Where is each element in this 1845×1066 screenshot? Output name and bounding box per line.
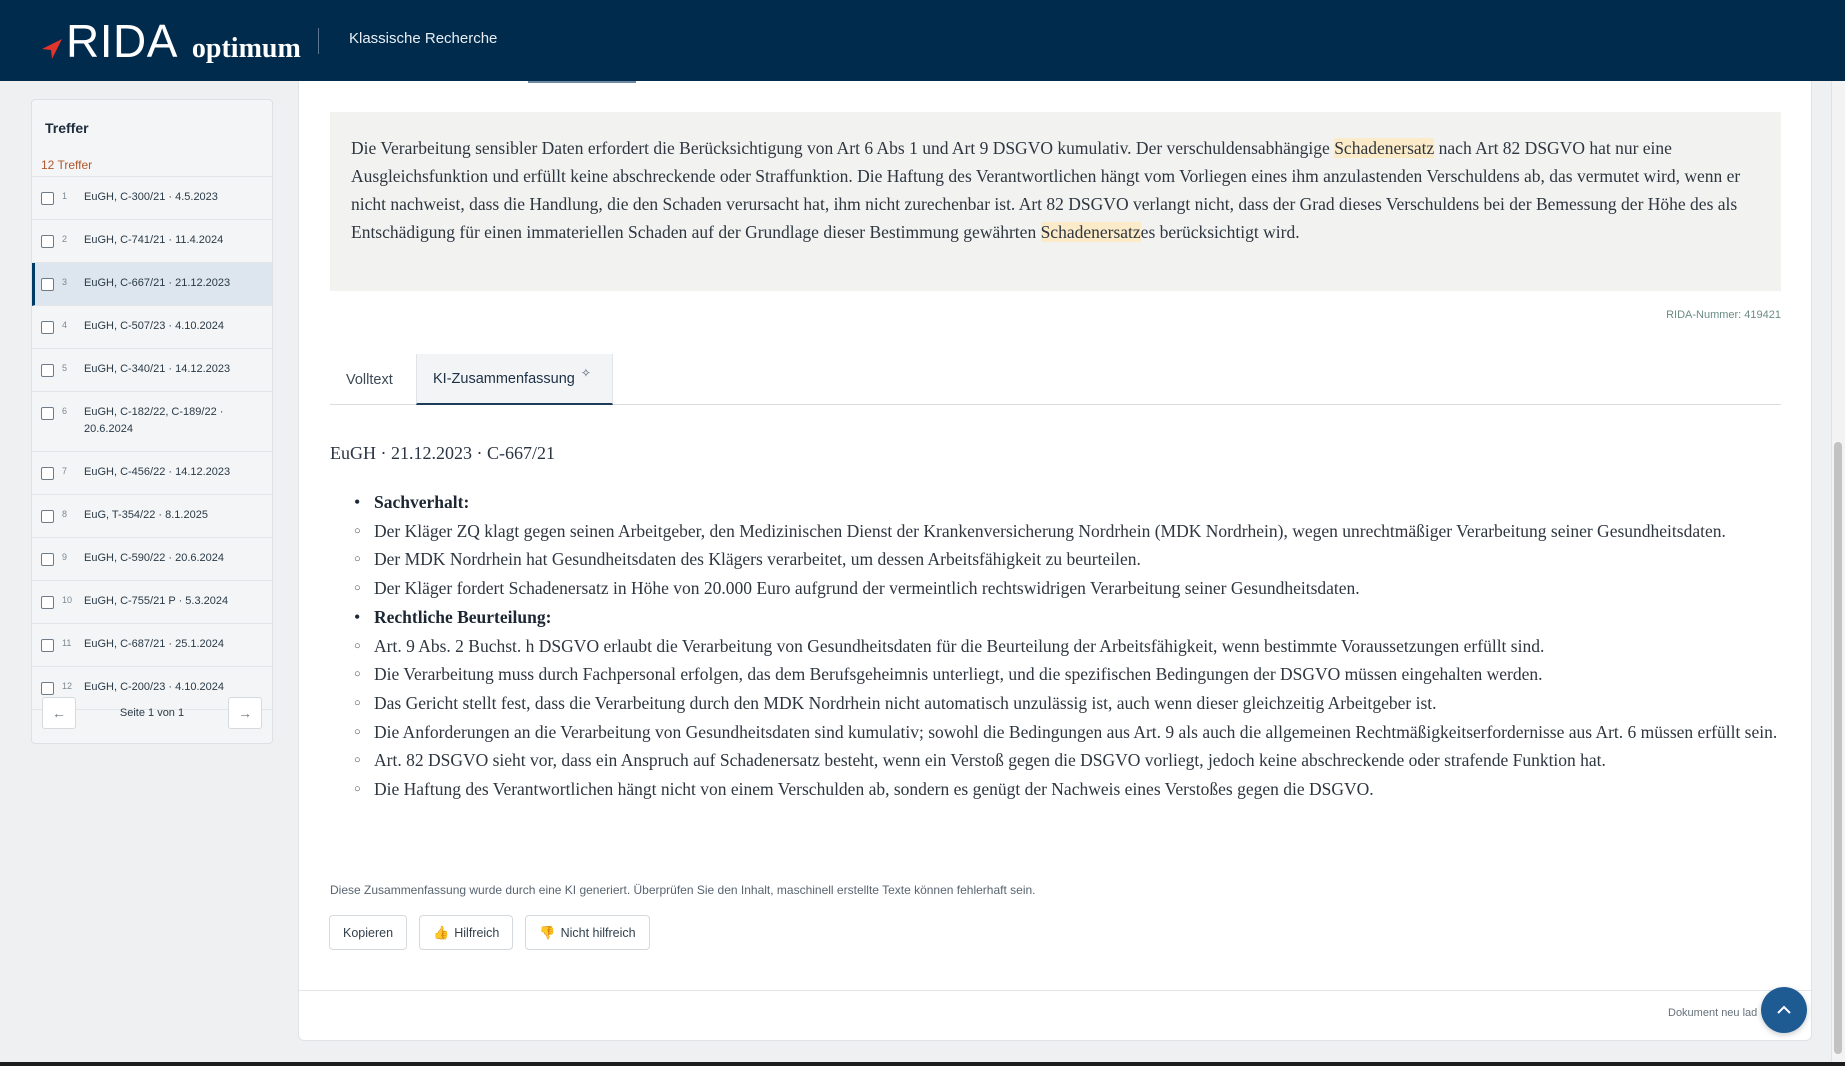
logo-subtitle: optimum bbox=[191, 33, 301, 64]
app-header bbox=[0, 0, 1845, 81]
result-item-1[interactable] bbox=[32, 177, 272, 220]
leitsatz-summary bbox=[330, 112, 1781, 291]
tab-label: KI-Zusammenfassung bbox=[433, 370, 575, 387]
list-item: ○ Der Kläger fordert Schadenersatz in Höhe von 20.000 Euro aufgrund der vermeintlich rechtswidrigen Verarbeitung seiner Gesundheitsdaten. bbox=[330, 574, 1790, 603]
result-count: 12 Treffer bbox=[41, 158, 93, 172]
prev-page-button[interactable]: ← bbox=[42, 697, 76, 729]
section-sachverhalt bbox=[330, 488, 1790, 517]
result-list bbox=[32, 176, 272, 710]
result-number: 11 bbox=[62, 638, 72, 648]
list-item: ○ Der MDK Nordrhein hat Gesundheitsdaten des Klägers verarbeitet, um dessen Arbeitsfähigkeit zu beurteilen. bbox=[330, 545, 1790, 574]
section-title: • Rechtliche Beurteilung: bbox=[374, 606, 552, 627]
result-checkbox[interactable] bbox=[41, 278, 54, 291]
logo-arrow-icon bbox=[40, 37, 62, 59]
section-list bbox=[330, 517, 1790, 603]
result-number: 4 bbox=[62, 320, 68, 330]
next-page-button[interactable]: → bbox=[228, 697, 262, 729]
feedback-actions bbox=[329, 915, 650, 950]
reload-document-link[interactable]: Dokument neu lad bbox=[1668, 1007, 1758, 1019]
result-number: 9 bbox=[62, 552, 68, 562]
result-label[interactable]: EuGH, C-507/23 · 4.10.2024 bbox=[84, 320, 225, 332]
list-item: ○ Art. 82 DSGVO sieht vor, dass ein Anspruch auf Schadenersatz besteht, wenn ein Verstoß gegen die DSGVO vorliegt, jedoch keine abschreckende oder strafende Funktion hat. bbox=[330, 746, 1790, 775]
sidebar-title: Treffer bbox=[45, 120, 89, 136]
logo-text: RIDA bbox=[66, 15, 178, 67]
result-number: 7 bbox=[62, 466, 68, 476]
rida-logo[interactable] bbox=[40, 14, 301, 68]
document-tabs bbox=[330, 354, 1781, 405]
result-checkbox[interactable] bbox=[41, 192, 54, 205]
section-rechtliche-beurteilung bbox=[330, 603, 1790, 632]
list-item: ○ Die Haftung des Verantwortlichen hängt nicht von einem Verschulden ab, sondern es genügt der Nachweis eines Verstoßes gegen die DSGVO. bbox=[330, 775, 1790, 804]
result-item-8[interactable] bbox=[32, 495, 272, 538]
result-checkbox[interactable] bbox=[41, 467, 54, 480]
result-item-4[interactable] bbox=[32, 306, 272, 349]
result-number: 2 bbox=[62, 234, 68, 244]
not-helpful-button[interactable] bbox=[525, 915, 649, 950]
results-sidebar bbox=[31, 99, 273, 744]
result-label[interactable]: EuGH, C-687/21 · 25.1.2024 bbox=[84, 638, 225, 650]
button-label: Hilfreich bbox=[454, 925, 500, 940]
list-item: ○ Art. 9 Abs. 2 Buchst. h DSGVO erlaubt die Verarbeitung von Gesundheitsdaten für die Beurteilung der Arbeitsfähigkeit, wenn bestimmte Voraussetzungen erfüllt sind. bbox=[330, 632, 1790, 661]
result-label[interactable]: EuGH, C-456/22 · 14.12.2023 bbox=[84, 466, 231, 478]
result-label[interactable]: EuGH, C-755/21 P · 5.3.2024 bbox=[84, 595, 229, 607]
helpful-button[interactable] bbox=[419, 915, 513, 950]
result-label[interactable]: EuGH, C-300/21 · 4.5.2023 bbox=[84, 191, 218, 203]
ai-summary-content bbox=[330, 488, 1790, 804]
list-item: ○ Das Gericht stellt fest, dass die Verarbeitung durch den MDK Nordrhein nicht automatisch unzulässig ist, auch wenn dieser gleichzeitig Arbeitgeber ist. bbox=[330, 689, 1790, 718]
list-item: ○ Die Verarbeitung muss durch Fachpersonal erfolgen, das dem Berufsgeheimnis unterliegt, und die spezifischen Bedingungen der DSGVO müssen eingehalten werden. bbox=[330, 660, 1790, 689]
result-checkbox[interactable] bbox=[41, 639, 54, 652]
result-item-11[interactable] bbox=[32, 624, 272, 667]
tab-ki-zusammenfassung[interactable] bbox=[416, 354, 613, 405]
result-checkbox[interactable] bbox=[41, 364, 54, 377]
pagination bbox=[32, 697, 272, 731]
result-checkbox[interactable] bbox=[41, 407, 54, 420]
ai-disclaimer: Diese Zusammenfassung wurde durch eine KI generiert. Überprüfen Sie den Inhalt, maschinell erstellte Texte können fehlerhaft sein. bbox=[330, 883, 1036, 897]
copy-button[interactable] bbox=[329, 915, 407, 950]
window-bottom-edge bbox=[0, 1062, 1845, 1066]
result-number: 5 bbox=[62, 363, 68, 373]
result-checkbox[interactable] bbox=[41, 553, 54, 566]
tab-label: Volltext bbox=[346, 371, 393, 388]
sparkle-icon: ✧ bbox=[580, 365, 591, 380]
result-item-7[interactable] bbox=[32, 452, 272, 495]
result-item-2[interactable] bbox=[32, 220, 272, 263]
thumbs-down-icon: 👎 bbox=[539, 924, 556, 940]
thumbs-up-icon: 👍 bbox=[433, 924, 450, 940]
scrollbar-thumb[interactable] bbox=[1834, 442, 1842, 1054]
header-divider bbox=[318, 28, 319, 54]
result-checkbox[interactable] bbox=[41, 321, 54, 334]
result-number: 6 bbox=[62, 406, 68, 416]
scroll-to-top-button[interactable] bbox=[1761, 987, 1807, 1033]
result-label[interactable]: EuGH, C-741/21 · 11.4.2024 bbox=[84, 234, 224, 246]
result-item-9[interactable] bbox=[32, 538, 272, 581]
result-checkbox[interactable] bbox=[41, 682, 54, 695]
result-label[interactable]: EuGH, C-667/21 · 21.12.2023 bbox=[84, 277, 231, 289]
result-number: 8 bbox=[62, 509, 68, 519]
button-label: Nicht hilfreich bbox=[560, 925, 636, 940]
top-tab-indicator bbox=[528, 81, 636, 83]
search-highlight: Schadenersatz bbox=[1040, 222, 1141, 242]
nav-klassische-recherche[interactable]: Klassische Recherche bbox=[349, 30, 498, 47]
chevron-up-icon bbox=[1776, 1005, 1792, 1015]
panel-footer-divider bbox=[298, 990, 1812, 991]
result-item-5[interactable] bbox=[32, 349, 272, 392]
result-number: 3 bbox=[62, 277, 68, 287]
result-number: 12 bbox=[62, 681, 73, 691]
document-heading: EuGH · 21.12.2023 · C-667/21 bbox=[330, 443, 555, 463]
result-label[interactable]: EuG, T-354/22 · 8.1.2025 bbox=[84, 509, 208, 521]
summary-text: nach Art 82 DSGVO hat nur eine Ausgleichsfunktion und erfüllt keine abschreckende oder Straffunktion. Die Haftung des Verantwortlichen hängt vom Vorliegen eines ihm anzulastenden Verschuldens ab, das vermutet wird, wenn er nicht nachweist, dass die Handlung, die den Schaden verursacht hat, ihm nicht zurechenbar ist. Art 82 DSGVO verlangt nicht, dass der Grad dieses Verschuldens bei der Bemessung der Höhe des als Entschädigung für einen immateriellen Schaden auf der Grundlage dieser Bestimmung gewährten bbox=[351, 138, 1741, 242]
result-label[interactable]: EuGH, C-200/23 · 4.10.2024 bbox=[84, 681, 225, 693]
list-item: ○ Der Kläger ZQ klagt gegen seinen Arbeitgeber, den Medizinischen Dienst der Krankenversicherung Nordrhein (MDK Nordrhein), wegen unrechtmäßiger Verarbeitung seiner Gesundheitsdaten. bbox=[330, 517, 1790, 546]
summary-text: Die Verarbeitung sensibler Daten erfordert die Berücksichtigung von Art 6 Abs 1 und Art 9 DSGVO kumulativ. Der verschuldensabhängige bbox=[351, 138, 1335, 158]
page-label: Seite 1 von 1 bbox=[119, 707, 185, 719]
result-label[interactable]: EuGH, C-182/22, C-189/22 · 20.6.2024 bbox=[84, 406, 224, 435]
list-item: ○ Die Anforderungen an die Verarbeitung von Gesundheitsdaten sind kumulativ; sowohl die Bedingungen aus Art. 9 als auch die allgemeinen Rechtmäßigkeitserfordernisse aus Art. 6 müssen erfüllt sein. bbox=[330, 718, 1790, 747]
section-title: • Sachverhalt: bbox=[374, 492, 470, 512]
rida-number: RIDA-Nummer: 419421 bbox=[1666, 309, 1781, 321]
result-number: 10 bbox=[62, 595, 73, 605]
section-list bbox=[330, 632, 1790, 804]
result-label[interactable]: EuGH, C-590/22 · 20.6.2024 bbox=[84, 552, 225, 564]
result-checkbox[interactable] bbox=[41, 510, 54, 523]
result-item-10[interactable] bbox=[32, 581, 272, 624]
search-highlight: Schadenersatz bbox=[1334, 138, 1435, 158]
result-checkbox[interactable] bbox=[41, 596, 54, 609]
result-number: 1 bbox=[62, 191, 68, 201]
result-item-6[interactable] bbox=[32, 392, 272, 452]
result-item-3[interactable] bbox=[32, 263, 272, 306]
result-checkbox[interactable] bbox=[41, 235, 54, 248]
tab-volltext[interactable] bbox=[330, 354, 409, 405]
button-label: Kopieren bbox=[343, 925, 394, 940]
summary-text: es berücksichtigt wird. bbox=[1140, 222, 1300, 242]
result-label[interactable]: EuGH, C-340/21 · 14.12.2023 bbox=[84, 363, 231, 375]
